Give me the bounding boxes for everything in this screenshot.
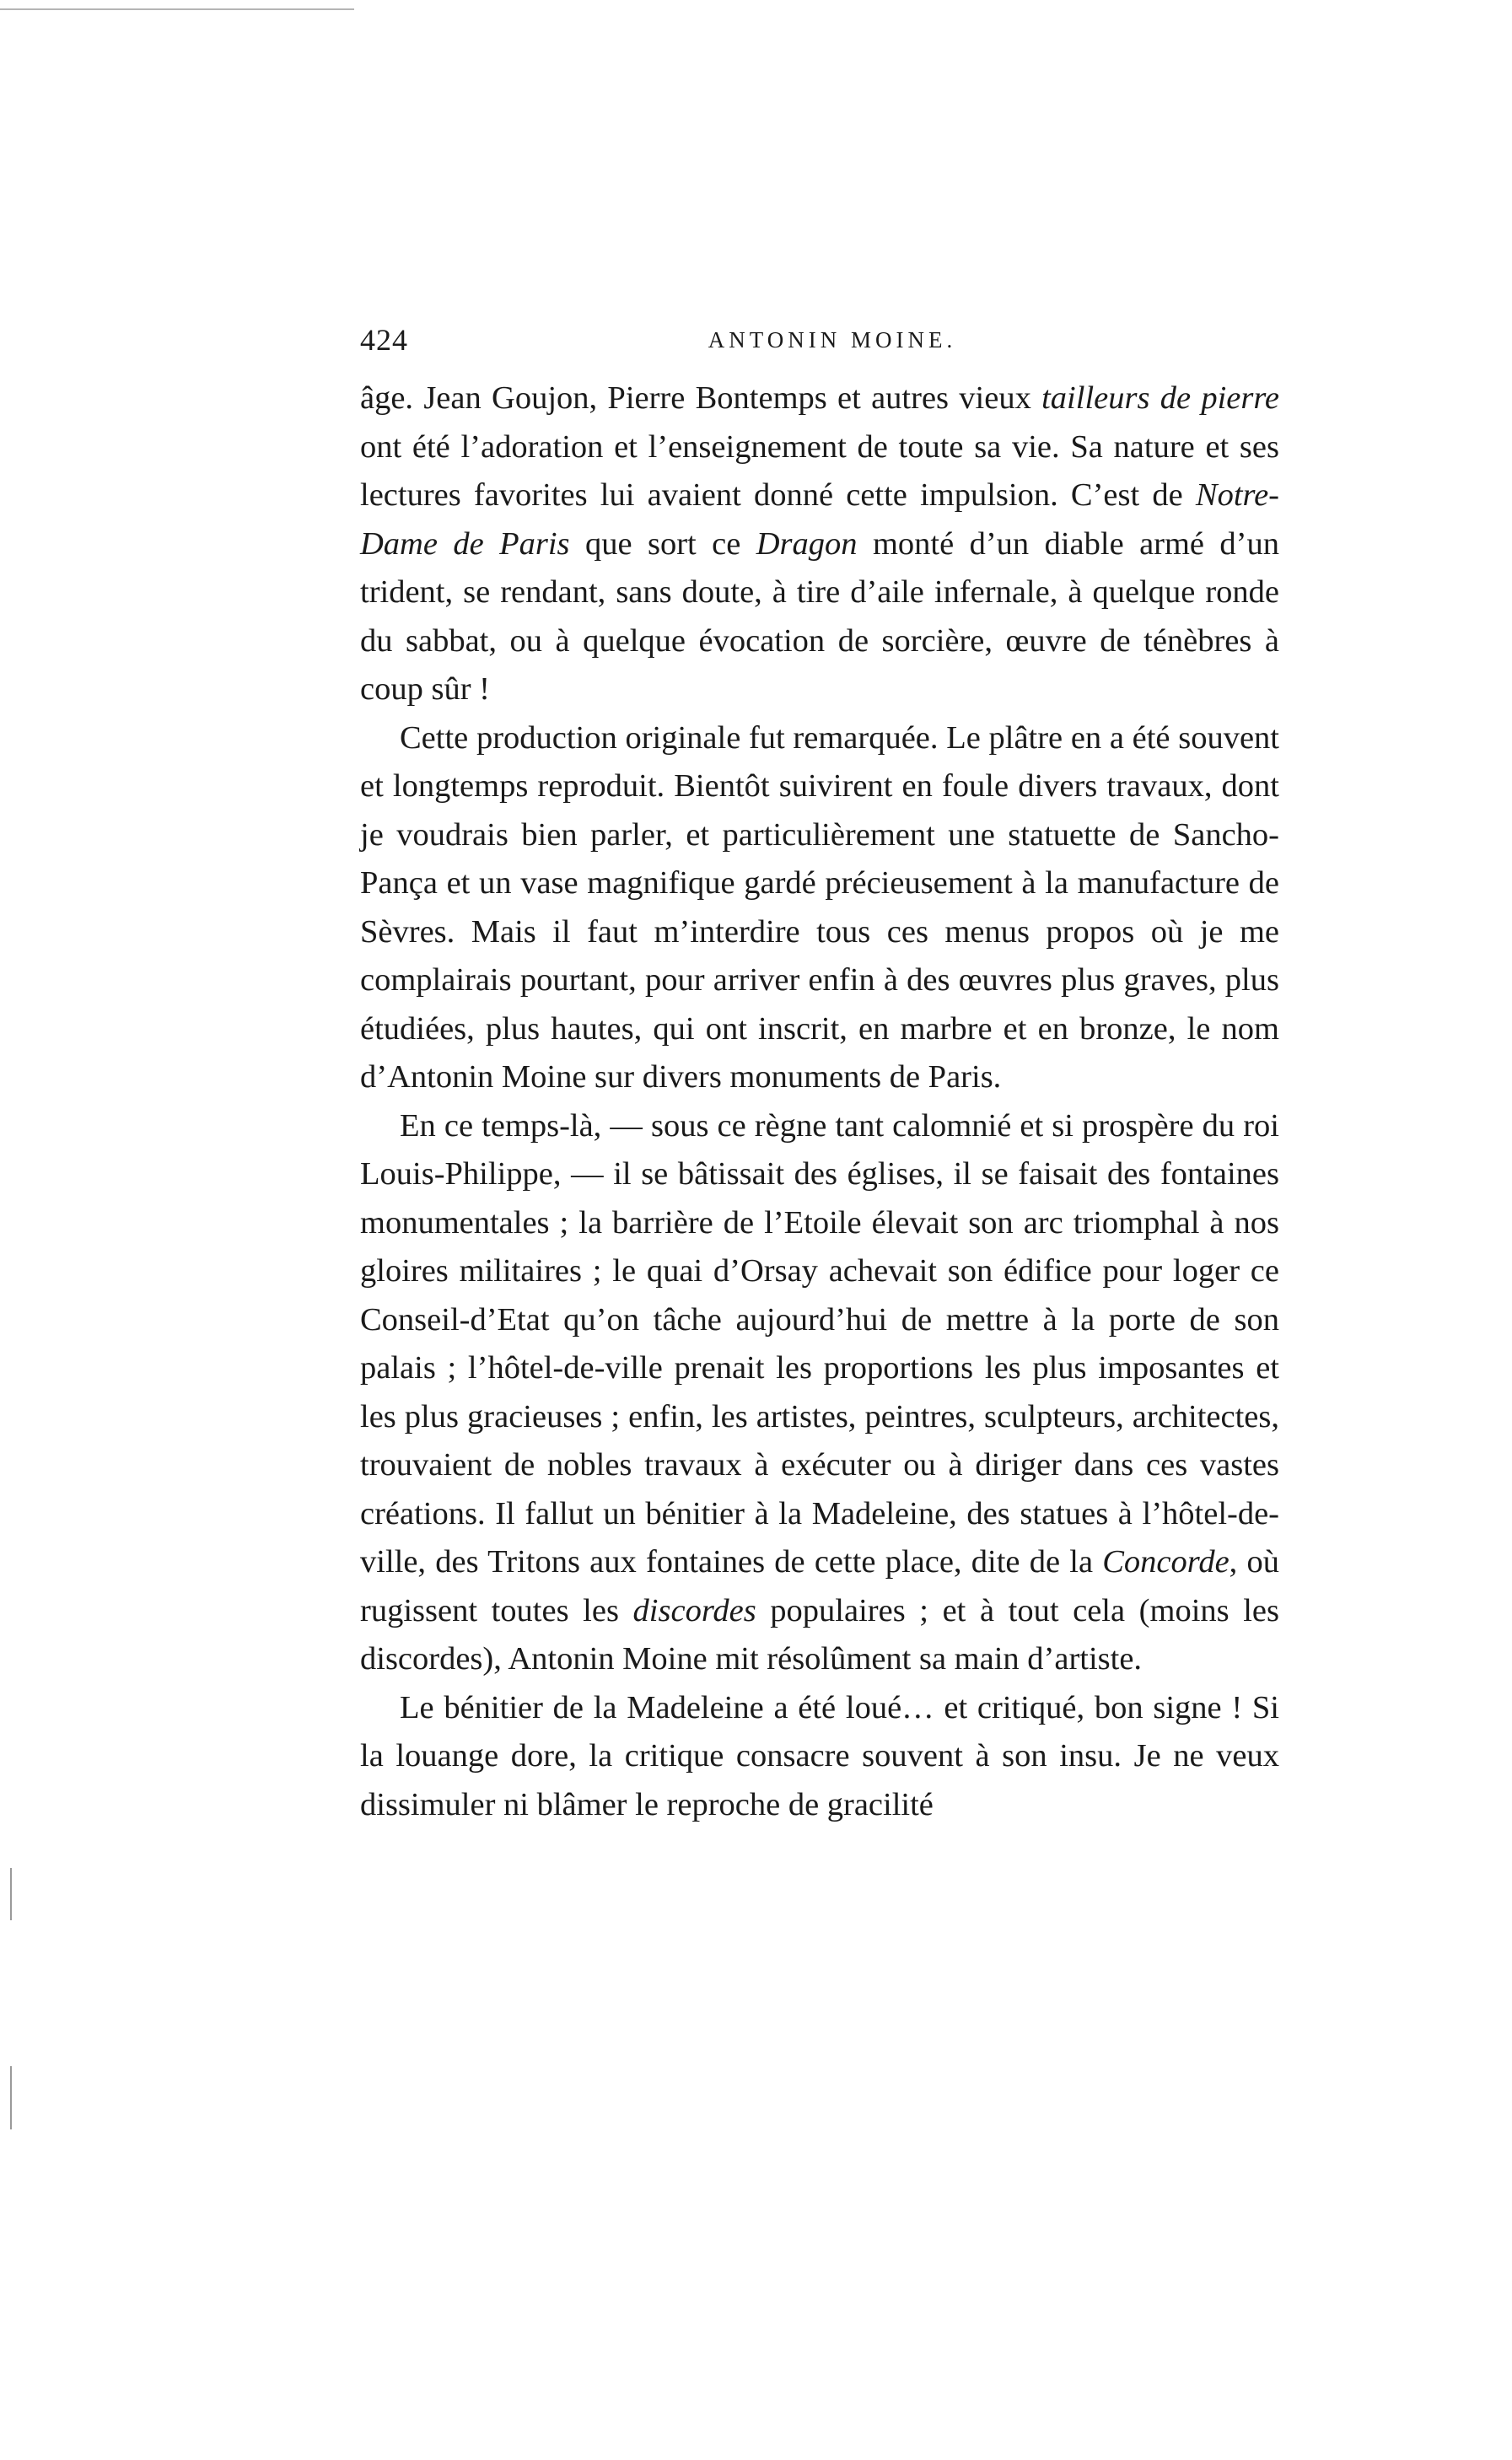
paragraph-text: En ce temps-là, — sous ce règne tant calomnié et si prospère du roi Louis-Philippe, — il se bâtissait des églises, il se faisait des fontaines monumentales ; la barrière de l’Etoile élevait son arc triomphal à nos gloires militaires ; le quai d’Orsay achevait son édifice pour loger ce Conseil-d’Etat qu’on tâche aujourd’hui de mettre à la porte de son palais ; l’hôtel-de-ville prenait les proportions les plus imposantes et les plus gracieuses ; enfin, les artistes, peintres, sculpteurs, architectes, trouvaient de nobles travaux à exécuter ou à diriger dans ces vastes créations. Il fallut un bénitier à la Madeleine, des statues à l’hôtel-de-ville, des Tritons aux fontaines de cette place, dite de la [360, 1107, 1279, 1580]
italic-text: discordes [632, 1592, 756, 1628]
paragraph [360, 714, 1279, 1102]
italic-text: Notre-Dame de Paris [360, 477, 1279, 562]
paragraph-text: âge. Jean Goujon, Pierre Bontemps et autres vieux [360, 380, 1042, 416]
italic-text: Dragon [756, 525, 858, 562]
paragraph [360, 374, 1279, 714]
body-text [360, 374, 1279, 1829]
italic-text: tailleurs de pierre [1041, 380, 1279, 416]
scan-margin-mark [10, 1868, 12, 1920]
running-title: ANTONIN MOINE. [708, 327, 957, 353]
italic-text: Concorde [1102, 1544, 1230, 1580]
paragraph-text: populaires ; et à tout cela (moins les discordes), Antonin Moine mit résolûment sa main d’artiste. [360, 1592, 1279, 1677]
paragraph-text: Le bénitier de la Madeleine a été loué… et critiqué, bon signe ! Si la louange dore, la critique consacre souvent à son insu. Je ne veux dissimuler ni blâmer le reproche de gracilité [360, 1689, 1279, 1822]
paragraph-text: que sort ce [569, 525, 756, 562]
paragraph-text: Cette production originale fut remarquée. Le plâtre en a été souvent et longtemps reproduit. Bientôt suivirent en foule divers travaux, dont je voudrais bien parler, et particulièrement une statuette de Sancho-Pança et un vase magnifique gardé précieusement à la manufacture de Sèvres. Mais il faut m’interdire tous ces menus propos où je me complairais pourtant, pour arriver enfin à des œuvres plus graves, plus étudiées, plus hautes, qui ont inscrit, en marbre et en bronze, le nom d’Antonin Moine sur divers monuments de Paris. [360, 719, 1279, 1095]
paragraph-text: ont été l’adoration et l’enseignement de toute sa vie. Sa nature et ses lectures favorites lui avaient donné cette impulsion. C’est de [360, 428, 1279, 513]
paragraph-text: , où rugissent toutes les [360, 1544, 1280, 1628]
paragraph [360, 1684, 1279, 1830]
scan-margin-mark [10, 2066, 12, 2129]
scan-edge-rule [0, 8, 354, 10]
page-number: 424 [360, 323, 408, 357]
paragraph-text: monté d’un diable armé d’un trident, se rendant, sans doute, à tire d’aile infernale, à quelque ronde du sabbat, ou à quelque évocation de sorcière, œuvre de ténèbres à coup sûr ! [360, 525, 1279, 707]
paragraph [360, 1102, 1279, 1684]
running-head [360, 322, 1305, 364]
